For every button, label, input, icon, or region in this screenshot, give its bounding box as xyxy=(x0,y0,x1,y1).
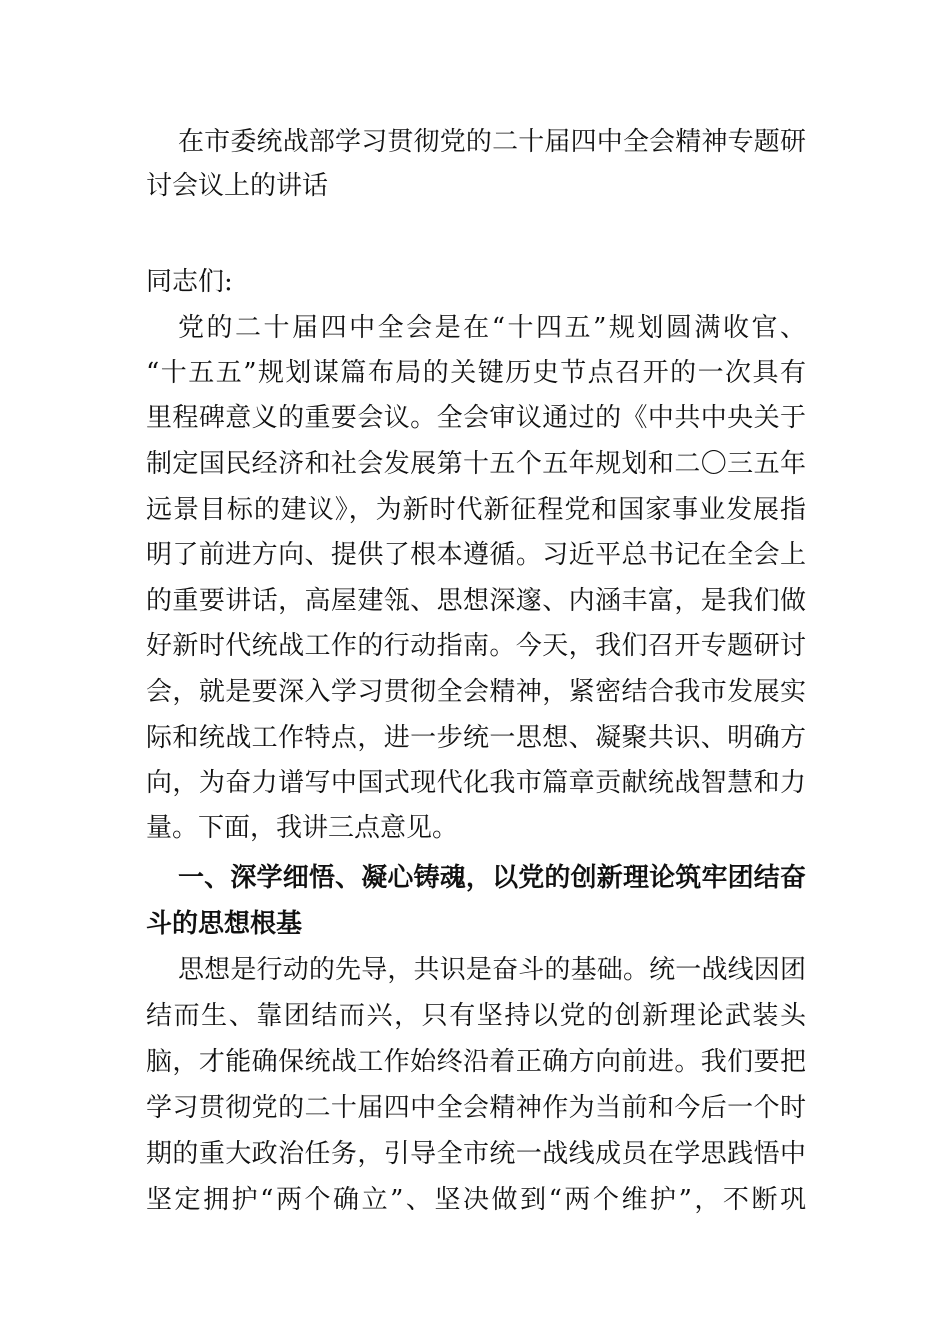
paragraph1-line: 远景目标的建议》，为新时代新征程党和国家事业发展指 xyxy=(146,495,806,525)
paragraph2-line: 思想是行动的先导，共识是奋斗的基础。统一战线因团 xyxy=(178,955,806,985)
document-title-line-1: 在市委统战部学习贯彻党的二十届四中全会精神专题研 xyxy=(178,127,806,157)
paragraph1-line: 量。下面，我讲三点意见。 xyxy=(146,813,459,843)
paragraph1-line: 制定国民经济和社会发展第十五个五年规划和二〇三五年 xyxy=(146,449,806,479)
paragraph1-line: 会，就是要深入学习贯彻全会精神，紧密结合我市发展实 xyxy=(146,677,806,707)
section-heading-1-line-1: 一、深学细悟、凝心铸魂，以党的创新理论筑牢团结奋 xyxy=(178,863,806,893)
salutation: 同志们: xyxy=(146,267,233,297)
paragraph1-line: 明了前进方向、提供了根本遵循。习近平总书记在全会上 xyxy=(146,540,806,570)
paragraph2-line: 期的重大政治任务，引导全市统一战线成员在学思践悟中 xyxy=(146,1139,806,1169)
paragraph1-line: 里程碑意义的重要会议。全会审议通过的《中共中央关于 xyxy=(146,403,806,433)
paragraph1-line: 的重要讲话，高屋建瓴、思想深邃、内涵丰富，是我们做 xyxy=(146,586,806,616)
paragraph1-line: 际和统战工作特点，进一步统一思想、凝聚共识、明确方 xyxy=(146,723,806,753)
paragraph2-line: 坚定拥护“两个确立”、坚决做到“两个维护”，不断巩 xyxy=(146,1185,806,1215)
paragraph1-line: 向，为奋力谱写中国式现代化我市篇章贡献统战智慧和力 xyxy=(146,768,806,798)
paragraph2-line: 脑，才能确保统战工作始终沿着正确方向前进。我们要把 xyxy=(146,1047,806,1077)
paragraph1-line: 好新时代统战工作的行动指南。今天，我们召开专题研讨 xyxy=(146,631,806,661)
document-title-line-2: 讨会议上的讲话 xyxy=(146,171,329,201)
paragraph2-line: 学习贯彻党的二十届四中全会精神作为当前和今后一个时 xyxy=(146,1093,806,1123)
paragraph2-line: 结而生、靠团结而兴，只有坚持以党的创新理论武装头 xyxy=(146,1001,806,1031)
paragraph1-line: “十五五”规划谋篇布局的关键历史节点召开的一次具有 xyxy=(146,358,806,388)
section-heading-1-line-2: 斗的思想根基 xyxy=(146,909,303,939)
paragraph1-line: 党的二十届四中全会是在“十四五”规划圆满收官、 xyxy=(178,313,806,343)
